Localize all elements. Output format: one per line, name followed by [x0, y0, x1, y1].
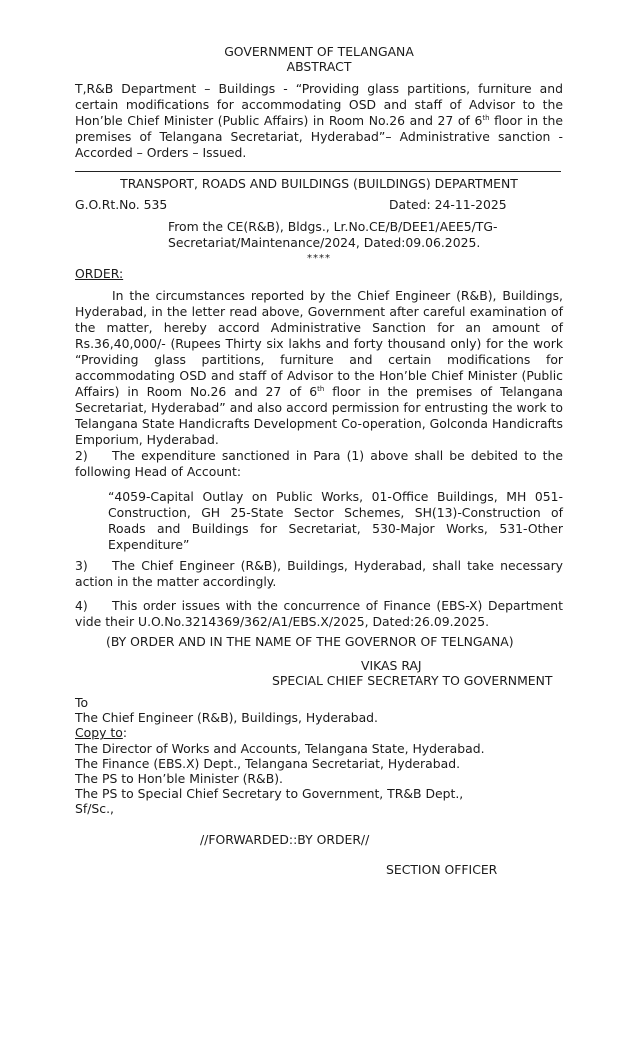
- copy-to-label: Copy to: [75, 725, 123, 741]
- government-title: GOVERNMENT OF TELANGANA: [224, 44, 414, 59]
- copy-recipient: The Director of Works and Accounts, Telangana State, Hyderabad.: [75, 740, 485, 756]
- copy-recipient: The Finance (EBS.X) Dept., Telangana Secretariat, Hyderabad.: [75, 755, 461, 771]
- to-recipient: The Chief Engineer (R&B), Buildings, Hyderabad.: [75, 710, 378, 726]
- copy-to-heading: [75, 725, 485, 740]
- divider-line: [75, 171, 561, 172]
- signatory-name: VIKAS RAJ: [361, 658, 422, 673]
- paragraph-2-number: 2): [75, 448, 88, 463]
- forwarded-line: //FORWARDED::BY ORDER//: [200, 832, 370, 847]
- signatory-title: SPECIAL CHIEF SECRETARY TO GOVERNMENT: [272, 673, 553, 688]
- paragraph-1-text-1: In the circumstances reported by the Chief Engineer (R&B), Buildings, Hyderabad, in the letter read above, Government after careful examination of the matter, hereby accord Administrative Sanction for an amount of Rs.36,40,000/- (Rupees Thirty six lakhs and forty thousand only) for the work “Providing glass partitions, furniture and certain modifications for accommodating OSD and staff of Advisor to the Hon’ble Chief Minister (Public Affairs) in Room No.26 and 27 of 6: [75, 288, 563, 399]
- document-header: [75, 44, 563, 161]
- order-paragraph-4: [75, 598, 563, 630]
- go-number-row: [75, 197, 563, 212]
- head-of-account: “4059-Capital Outlay on Public Works, 01-Office Buildings, MH 051-Construction, GH 25-State Sector Schemes, SH(13)-Construction of Roads and Buildings for Secretariat, 530-Major Works, 531-Other Expenditure”: [108, 489, 563, 552]
- reference-letter: From the CE(R&B), Bldgs., Lr.No.CE/B/DEE1/AEE5/TG-Secretariat/Maintenance/2024, Dated:09.06.2025.: [168, 219, 498, 250]
- order-paragraph-2: [75, 448, 563, 480]
- subject-superscript: th: [482, 113, 490, 122]
- copy-to-colon: :: [122, 725, 127, 741]
- go-number: G.O.Rt.No. 535: [75, 197, 168, 212]
- order-paragraph-1: [75, 288, 563, 448]
- abstract-title: ABSTRACT: [286, 59, 352, 74]
- paragraph-3-number: 3): [75, 558, 88, 573]
- copy-recipient: The PS to Special Chief Secretary to Government, TR&B Dept.,: [75, 786, 464, 802]
- governor-line: (BY ORDER AND IN THE NAME OF THE GOVERNOR OF TELNGANA): [106, 634, 514, 649]
- copy-recipient: The PS to Hon’ble Minister (R&B).: [75, 771, 283, 787]
- copy-recipient: Sf/Sc.,: [75, 801, 114, 817]
- distribution-list: [75, 695, 485, 817]
- paragraph-1-superscript: th: [317, 384, 325, 393]
- department-heading: TRANSPORT, ROADS AND BUILDINGS (BUILDINGS) DEPARTMENT: [120, 176, 518, 191]
- paragraph-3-text: The Chief Engineer (R&B), Buildings, Hyderabad, shall take necessary action in the matter accordingly.: [75, 558, 563, 589]
- to-label: To: [75, 695, 89, 710]
- go-date: Dated: 24-11-2025: [389, 197, 507, 212]
- paragraph-4-number: 4): [75, 598, 88, 613]
- section-officer: SECTION OFFICER: [386, 862, 498, 877]
- separator-stars: ****: [307, 253, 331, 264]
- order-label: ORDER:: [75, 266, 124, 281]
- subject-text-1: T,R&B Department – Buildings - “Providing glass partitions, furniture and certain modifications for accommodating OSD and staff of Advisor to the Hon’ble Chief Minister (Public Affairs) in Room No.26 and 27 of 6: [75, 81, 563, 128]
- subject-paragraph: [75, 81, 563, 161]
- paragraph-1-text-2: floor in the premises of Telangana Secretariat, Hyderabad” and also accord permission for entrusting the work to Telangana State Handicrafts Development Co-operation, Golconda Handicrafts Emporium, Hyderabad.: [75, 384, 564, 447]
- paragraph-2-text: The expenditure sanctioned in Para (1) above shall be debited to the following Head of Account:: [75, 448, 563, 479]
- paragraph-4-text: This order issues with the concurrence of Finance (EBS-X) Department vide their U.O.No.3214369/362/A1/EBS.X/2025, Dated:26.09.2025.: [75, 598, 563, 629]
- subject-text-2: floor in the premises of Telangana Secretariat, Hyderabad”– Administrative sanction - Accorded – Orders – Issued.: [75, 113, 563, 160]
- order-paragraph-3: [75, 558, 563, 590]
